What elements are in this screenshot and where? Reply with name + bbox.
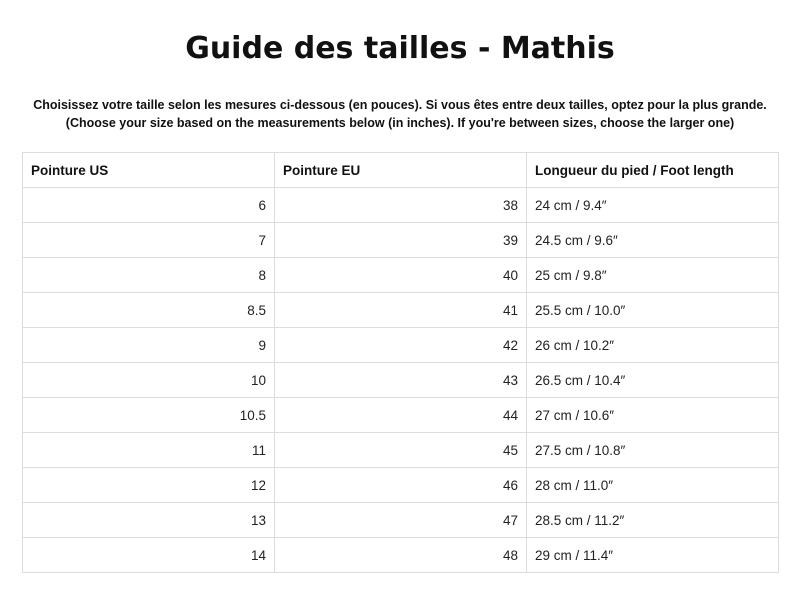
table-row	[23, 223, 779, 258]
cell-foot-length: 27.5 cm / 10.8″	[527, 433, 779, 468]
table-row	[23, 293, 779, 328]
cell-us-size: 6	[23, 188, 275, 223]
table-row	[23, 363, 779, 398]
cell-us-size: 10	[23, 363, 275, 398]
cell-eu-size: 47	[275, 503, 527, 538]
cell-foot-length: 28 cm / 11.0″	[527, 468, 779, 503]
table-row	[23, 468, 779, 503]
cell-us-size: 7	[23, 223, 275, 258]
cell-eu-size: 40	[275, 258, 527, 293]
cell-us-size: 13	[23, 503, 275, 538]
cell-eu-size: 44	[275, 398, 527, 433]
table-row	[23, 538, 779, 573]
intro-line-en: (Choose your size based on the measurements below (in inches). If you're between sizes, choose the larger one)	[65, 116, 735, 130]
table-row	[23, 398, 779, 433]
cell-foot-length: 26 cm / 10.2″	[527, 328, 779, 363]
cell-eu-size: 48	[275, 538, 527, 573]
cell-eu-size: 45	[275, 433, 527, 468]
cell-foot-length: 27 cm / 10.6″	[527, 398, 779, 433]
table-header-row	[23, 153, 779, 188]
size-table	[22, 152, 779, 573]
table-row	[23, 433, 779, 468]
cell-foot-length: 24 cm / 9.4″	[527, 188, 779, 223]
cell-foot-length: 29 cm / 11.4″	[527, 538, 779, 573]
cell-eu-size: 41	[275, 293, 527, 328]
cell-foot-length: 26.5 cm / 10.4″	[527, 363, 779, 398]
cell-us-size: 8	[23, 258, 275, 293]
cell-foot-length: 25 cm / 9.8″	[527, 258, 779, 293]
table-row	[23, 503, 779, 538]
intro-line-fr: Choisissez votre taille selon les mesures ci-dessous (en pouces). Si vous êtes entre deux tailles, optez pour la plus grande.	[33, 98, 767, 112]
cell-foot-length: 28.5 cm / 11.2″	[527, 503, 779, 538]
cell-foot-length: 25.5 cm / 10.0″	[527, 293, 779, 328]
cell-us-size: 9	[23, 328, 275, 363]
cell-eu-size: 42	[275, 328, 527, 363]
cell-us-size: 8.5	[23, 293, 275, 328]
header-foot-length: Longueur du pied / Foot length	[527, 153, 779, 188]
cell-us-size: 12	[23, 468, 275, 503]
cell-eu-size: 39	[275, 223, 527, 258]
header-eu-size: Pointure EU	[275, 153, 527, 188]
cell-us-size: 11	[23, 433, 275, 468]
cell-eu-size: 43	[275, 363, 527, 398]
page-title: Guide des tailles - Mathis	[185, 31, 615, 66]
table-row	[23, 328, 779, 363]
intro-text	[0, 96, 800, 132]
cell-eu-size: 38	[275, 188, 527, 223]
table-row	[23, 188, 779, 223]
cell-us-size: 10.5	[23, 398, 275, 433]
cell-foot-length: 24.5 cm / 9.6″	[527, 223, 779, 258]
cell-us-size: 14	[23, 538, 275, 573]
header-us-size: Pointure US	[23, 153, 275, 188]
table-row	[23, 258, 779, 293]
cell-eu-size: 46	[275, 468, 527, 503]
